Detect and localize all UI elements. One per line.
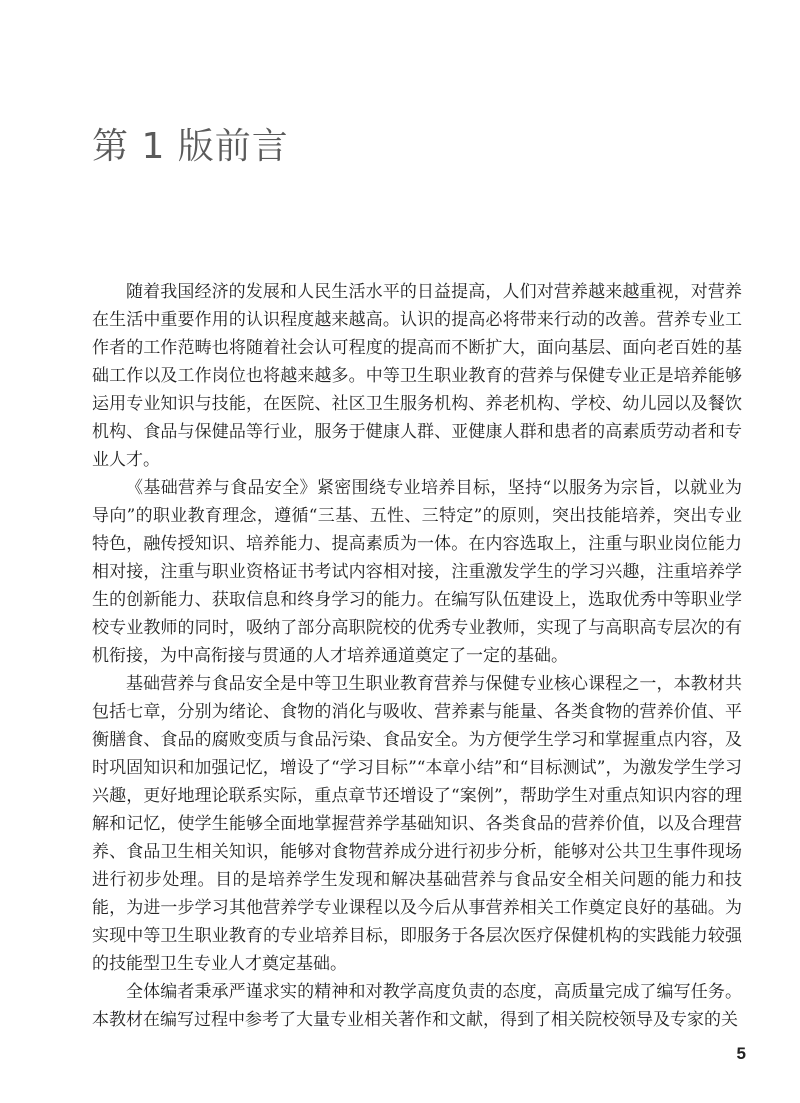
paragraph-2: 《基础营养与食品安全》紧密围绕专业培养目标，坚持“以服务为宗旨，以就业为导向”的职业教育理念，遵循“三基、五性、三特定”的原则，突出技能培养，突出专业特色，融传授知识、培养能力、提高素质为一体。在内容选取上，注重与职业岗位能力相对接，注重与职业资格证书考试内容相对接，注重激发学生的学习兴趣，注重培养学生的创新能力、获取信息和终身学习的能力。在编写队伍建设上，选取优秀中等职业学校专业教师的同时，吸纳了部分高职院校的优秀专业教师，实现了与高职高专层次的有机衔接，为中高衔接与贯通的人才培养通道奠定了一定的基础。 [92, 478, 742, 666]
body-text [92, 278, 742, 1034]
paragraph-1: 随着我国经济的发展和人民生活水平的日益提高，人们对营养越来越重视，对营养在生活中重要作用的认识程度越来越高。认识的提高必将带来行动的改善。营养专业工作者的工作范畴也将随着社会认可程度的提高而不断扩大，面向基层、面向老百姓的基础工作以及工作岗位也将越来越多。中等卫生职业教育的营养与保健专业正是培养能够运用专业知识与技能，在医院、社区卫生服务机构、养老机构、学校、幼儿园以及餐饮机构、食品与保健品等行业，服务于健康人群、亚健康人群和患者的高素质劳动者和专业人才。 [92, 282, 742, 470]
page-number: 5 [736, 1044, 746, 1063]
page-title: 第 1 版前言 [92, 126, 289, 167]
paragraph-3: 基础营养与食品安全是中等卫生职业教育营养与保健专业核心课程之一，本教材共包括七章，分别为绪论、食物的消化与吸收、营养素与能量、各类食物的营养价值、平衡膳食、食品的腐败变质与食品污染、食品安全。为方便学生学习和掌握重点内容，及时巩固知识和加强记忆，增设了“学习目标”“本章小结”和“目标测试”，为激发学生学习兴趣，更好地理论联系实际，重点章节还增设了“案例”，帮助学生对重点知识内容的理解和记忆，使学生能够全面地掌握营养学基础知识、各类食品的营养价值，以及合理营养、食品卫生相关知识，能够对食物营养成分进行初步分析，能够对公共卫生事件现场进行初步处理。目的是培养学生发现和解决基础营养与食品安全相关问题的能力和技能，为进一步学习其他营养学专业课程以及今后从事营养相关工作奠定良好的基础。为实现中等卫生职业教育的专业培养目标，即服务于各层次医疗保健机构的实践能力较强的技能型卫生专业人才奠定基础。 [92, 674, 742, 974]
paragraph-4: 全体编者秉承严谨求实的精神和对教学高度负责的态度，高质量完成了编写任务。本教材在编写过程中参考了大量专业相关著作和文献，得到了相关院校领导及专家的关 [92, 982, 742, 1030]
